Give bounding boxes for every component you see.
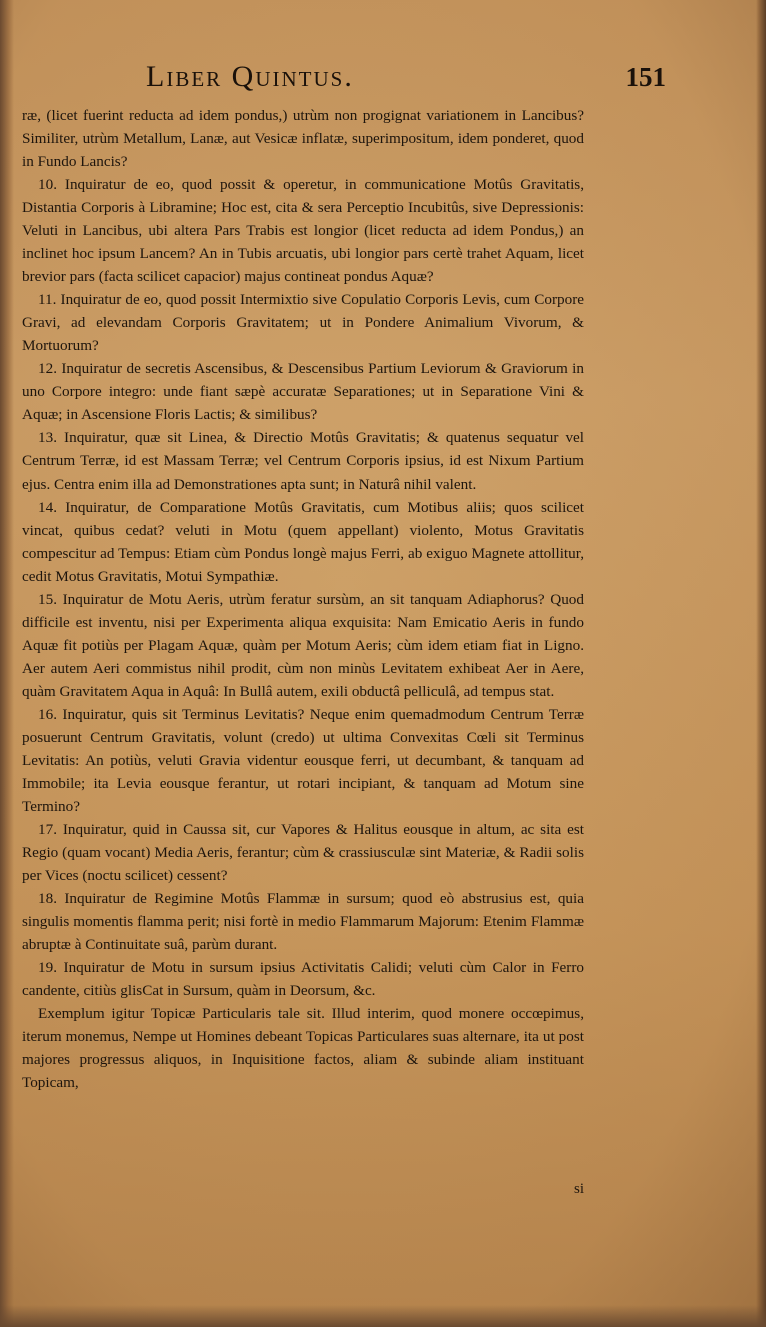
running-title: Liber Quintus. — [146, 60, 354, 93]
page-edge-right — [756, 0, 766, 1327]
paragraph-10: 10. Inquiratur de eo, quod possit & operetur, in communicatione Motûs Gravitatis, Distantia Corporis à Libramine; Hoc est, cita & sera Perceptio Incubitûs, sive Depressionis: Veluti in Lancibus, ubi altera Pars Trabis est longior (licet reducta ad idem Pondus,) an inclinet hoc ipsum Lancem? An in Tubis arcuatis, ubi longior pars certè trahet Aquam, licet brevior pars (facta scilicet capacior) majus contineat pondus Aquæ? — [22, 176, 584, 286]
paragraph-16: 16. Inquiratur, quis sit Terminus Levitatis? Neque enim quemadmodum Centrum Terræ posuerunt Centrum Gravitatis, volunt (credo) ut ultima Convexitas Cœli sit Terminus Levitatis: An potiùs, veluti Gravia videntur eousque ferri, ut decumbant, & tanquam ad Immobile; ita Levia eousque ferantur, ut rotari incipiant, & tanquam ad Motum sine Termino? — [22, 705, 584, 815]
paragraph-exemplum: Exemplum igitur Topicæ Particularis tale sit. Illud interim, quod monere occœpimus, iterum monemus, Nempe ut Homines debeant Topicas Particulares suas alternare, ita ut post majores progressus aliquos, in Inquisitione factos, aliam & subinde aliam instituant Topicam, — [22, 1005, 584, 1092]
page-number: 151 — [625, 62, 666, 92]
paragraph-18: 18. Inquiratur de Regimine Motûs Flammæ in sursum; quod eò abstrusius est, quia singulis momentis flamma perit; nisi fortè in medio Flammarum Majorum: Etenim Flammæ abruptæ à Continuitate suâ, parùm durant. — [22, 890, 584, 954]
catchword: si — [573, 1181, 584, 1197]
page-header — [0, 58, 766, 98]
paragraph-19: 19. Inquiratur de Motu in sursum ipsius Activitatis Calidi; veluti cùm Calor in Ferro candente, citiùs glisCat in Sursum, quàm in Deorsum, &c. — [22, 959, 584, 1000]
paragraph-15: 15. Inquiratur de Motu Aeris, utrùm feratur sursùm, an sit tanquam Adiaphorus? Quod difficile est inventu, nisi per Experimenta aliqua exquisita: Nam Emicatio Aeris in fundo Aquæ fit potiùs per Plagam Aquæ, quàm per Motum Aeris; cùm idem etiam fiat in Ligno. Aer autem Aeri commistus nihil prodit, cùm non minùs Levitatem exhibeat Aer in Aere, quàm Gravitatem Aqua in Aquâ: In Bullâ autem, exili obductâ pelliculâ, ad tempus stat. — [22, 590, 584, 700]
paragraph-11: 11. Inquiratur de eo, quod possit Intermixtio sive Copulatio Corporis Levis, cum Corpore Gravi, ad elevandam Corporis Gravitatem; ut in Pondere Animalium Vivorum, & Mortuorum? — [22, 291, 584, 355]
paragraph-12: 12. Inquiratur de secretis Ascensibus, & Descensibus Partium Leviorum & Graviorum in uno Corpore integro: unde fiant sæpè accuratæ Separationes; ut in Separatione Vini & Aquæ; in Ascensione Floris Lactis; & similibus? — [22, 360, 584, 424]
catchword-row — [22, 1181, 584, 1198]
paragraph-17: 17. Inquiratur, quid in Caussa sit, cur Vapores & Halitus eousque in altum, ac sita est Regio (quam vocant) Media Aeris, ferantur; cùm & crassiusculæ sint Materiæ, & Radii solis per Vices (noctu scilicet) cessent? — [22, 820, 584, 885]
page-edge-bottom — [0, 1305, 766, 1327]
paragraph-continuation: ræ, (licet fuerint reducta ad idem pondus,) utrùm non progignat variationem in Lancibus? Similiter, utrùm Metallum, Lanæ, aut Vesicæ inflatæ, superimpositum, idem ponderet, quod in Fundo Lancis? — [22, 107, 584, 171]
body-text — [22, 104, 584, 1094]
paragraph-13: 13. Inquiratur, quæ sit Linea, & Directio Motûs Gravitatis; & quatenus sequatur vel Centrum Terræ, id est Massam Terræ; vel Centrum Corporis ipsius, id est Nixum Partium ejus. Centra enim illa ad Demonstrationes apta sunt; in Naturâ nihil valent. — [22, 429, 584, 493]
page-edge-left — [0, 0, 14, 1327]
paragraph-14: 14. Inquiratur, de Comparatione Motûs Gravitatis, cum Motibus aliis; quos scilicet vincat, quibus cedat? veluti in Motu (quem appellant) violento, Motus Gravitatis compescitur ad Tempus: Etiam cùm Pondus longè majus Ferri, ab exiguo Magnete attollitur, cedit Motus Gravitatis, Motui Sympathiæ. — [22, 498, 584, 585]
